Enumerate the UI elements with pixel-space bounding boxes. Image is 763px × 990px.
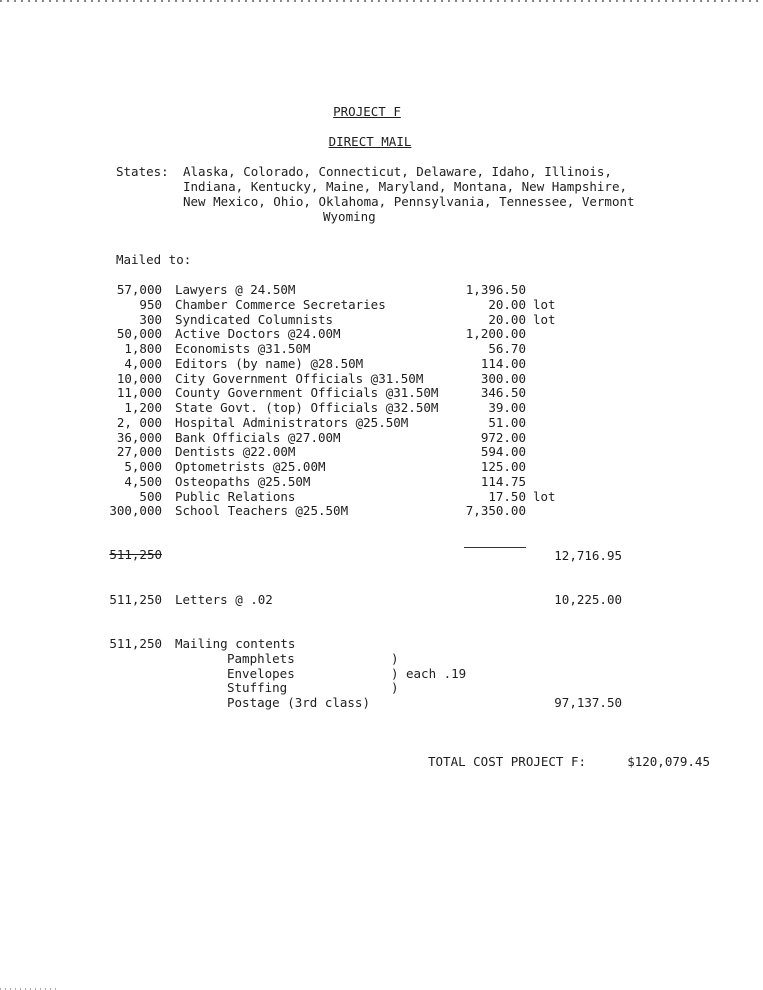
- row-description: Active Doctors @24.00M: [175, 326, 341, 341]
- row-description: Economists @31.50M: [175, 341, 311, 356]
- row-description: Optometrists @25.00M: [175, 459, 326, 474]
- row-description: Osteopaths @25.50M: [175, 474, 311, 489]
- row-description: Bank Officials @27.00M: [175, 430, 341, 445]
- row-quantity: 4,500: [124, 474, 162, 489]
- row-amount: 51.00: [488, 415, 526, 430]
- states-line: Indiana, Kentucky, Maine, Maryland, Montana, New Hampshire,: [183, 179, 628, 194]
- row-description: State Govt. (top) Officials @32.50M: [175, 400, 439, 415]
- row-quantity: 11,000: [116, 385, 162, 400]
- subtotal-quantity: 511,250: [109, 547, 162, 562]
- row-amount: 300.00: [480, 371, 526, 386]
- grand-total-label: TOTAL COST PROJECT F:: [428, 754, 587, 769]
- row-quantity: 4,000: [124, 356, 162, 371]
- brace-mark: ): [391, 680, 399, 695]
- row-description: Public Relations: [175, 489, 296, 504]
- page-subtitle: DIRECT MAIL: [328, 134, 412, 149]
- row-quantity: 300: [139, 312, 162, 327]
- letters-quantity: 511,250: [109, 592, 162, 607]
- row-amount: 594.00: [480, 444, 526, 459]
- row-quantity: 500: [139, 489, 162, 504]
- row-note: lot: [533, 297, 556, 312]
- row-amount: 7,350.00: [465, 503, 526, 518]
- row-quantity: 2, 000: [116, 415, 162, 430]
- contents-amount: 97,137.50: [554, 695, 622, 710]
- row-amount: 20.00: [488, 312, 526, 327]
- contents-item: Envelopes: [227, 666, 295, 681]
- letters-description: Letters @ .02: [175, 592, 273, 607]
- row-description: Chamber Commerce Secretaries: [175, 297, 386, 312]
- contents-item: Postage (3rd class): [227, 695, 370, 710]
- states-line: Alaska, Colorado, Connecticut, Delaware, Idaho, Illinois,: [183, 164, 612, 179]
- states-line: Wyoming: [323, 209, 376, 224]
- row-quantity: 1,200: [124, 400, 162, 415]
- letters-amount: 10,225.00: [554, 592, 622, 607]
- row-quantity: 57,000: [116, 282, 162, 297]
- row-description: Hospital Administrators @25.50M: [175, 415, 409, 430]
- row-description: Syndicated Columnists: [175, 312, 334, 327]
- top-scan-border: [0, 0, 763, 2]
- contents-item: Stuffing: [227, 680, 288, 695]
- row-note: lot: [533, 489, 556, 504]
- row-description: Editors (by name) @28.50M: [175, 356, 364, 371]
- row-description: School Teachers @25.50M: [175, 503, 349, 518]
- mailed-to-label: Mailed to:: [116, 252, 192, 267]
- row-description: County Government Officials @31.50M: [175, 385, 439, 400]
- contents-description: Mailing contents: [175, 636, 296, 651]
- row-quantity: 950: [139, 297, 162, 312]
- row-description: Lawyers @ 24.50M: [175, 282, 296, 297]
- contents-quantity: 511,250: [109, 636, 162, 651]
- row-amount: 125.00: [480, 459, 526, 474]
- row-amount: 114.00: [480, 356, 526, 371]
- row-amount: 17.50: [488, 489, 526, 504]
- row-amount: 114.75: [480, 474, 526, 489]
- contents-item: Pamphlets: [227, 651, 295, 666]
- grand-total-amount: $120,079.45: [627, 754, 710, 769]
- row-note: lot: [533, 312, 556, 327]
- row-description: Dentists @22.00M: [175, 444, 296, 459]
- brace-mark: ): [391, 666, 399, 681]
- row-quantity: 10,000: [116, 371, 162, 386]
- page-title: PROJECT F: [333, 104, 401, 119]
- row-amount: 20.00: [488, 297, 526, 312]
- row-amount: 346.50: [480, 385, 526, 400]
- row-amount: 1,200.00: [465, 326, 526, 341]
- row-amount: 39.00: [488, 400, 526, 415]
- brace-mark: ): [391, 651, 399, 666]
- row-quantity: 300,000: [109, 503, 162, 518]
- row-quantity: 1,800: [124, 341, 162, 356]
- contents-unit-price: each .19: [406, 666, 467, 681]
- row-quantity: 50,000: [116, 326, 162, 341]
- row-quantity: 5,000: [124, 459, 162, 474]
- row-amount: 972.00: [480, 430, 526, 445]
- row-description: City Government Officials @31.50M: [175, 371, 424, 386]
- states-label: States:: [116, 164, 169, 179]
- row-amount: 1,396.50: [465, 282, 526, 297]
- subtotal-amount: 12,716.95: [554, 548, 622, 563]
- row-quantity: 36,000: [116, 430, 162, 445]
- row-amount: 56.70: [488, 341, 526, 356]
- row-quantity: 27,000: [116, 444, 162, 459]
- states-line: New Mexico, Ohio, Oklahoma, Pennsylvania, Tennessee, Vermont: [183, 194, 635, 209]
